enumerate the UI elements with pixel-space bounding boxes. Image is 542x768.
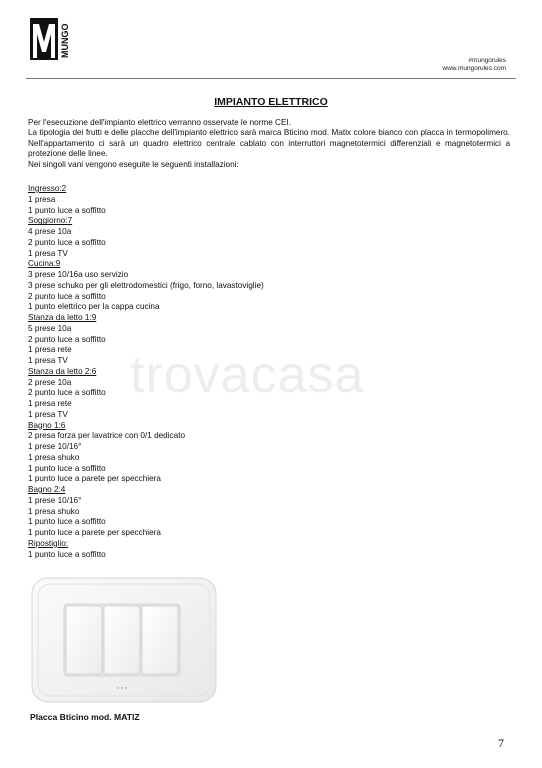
room-item: 1 punto luce a parete per specchiera bbox=[28, 528, 161, 537]
room-item: 1 presa bbox=[28, 194, 56, 204]
room-item: 1 punto luce a parete per specchiera bbox=[28, 474, 161, 484]
room-title: Bagno 1:6 bbox=[28, 420, 66, 430]
room-item: 2 prese 10a bbox=[28, 377, 72, 387]
room-item: 1 presa rete bbox=[28, 399, 72, 408]
room-item: 1 presa TV bbox=[28, 248, 68, 258]
room-item: 1 presa rete bbox=[28, 345, 72, 355]
room-item: 1 presa shuko bbox=[28, 506, 80, 516]
trovacasa-watermark: trovacasa bbox=[130, 346, 365, 404]
room-item: 4 prese 10a bbox=[28, 227, 72, 236]
room-item: 3 prese schuko per gli elettrodomestici (frigo, forno, lavastoviglie) bbox=[28, 280, 264, 290]
header-website[interactable]: www.mungorules.com bbox=[442, 65, 506, 72]
photo-caption: Placca Bticino mod. MATIZ bbox=[30, 712, 140, 722]
room-section bbox=[28, 421, 264, 486]
room-item: 1 presa TV bbox=[28, 356, 68, 365]
header-contact bbox=[442, 57, 506, 73]
header-handle: #mungorules bbox=[468, 57, 506, 64]
room-section bbox=[28, 367, 264, 421]
room-item: 2 punto luce a soffitto bbox=[28, 291, 106, 301]
mungo-logo bbox=[30, 18, 70, 60]
room-item: 1 punto elettrico per la cappa cucina bbox=[28, 302, 160, 312]
intro-line-vani: Nei singoli vani vengono eseguite le seguenti installazioni: bbox=[28, 159, 239, 169]
document-title: IMPIANTO ELETTRICO bbox=[214, 96, 328, 108]
room-section bbox=[28, 539, 264, 561]
room-title: Stanza da letto 1:9 bbox=[28, 313, 97, 322]
page-number: 7 bbox=[498, 736, 504, 750]
room-item: 5 prese 10a bbox=[28, 323, 72, 333]
room-item: 1 punto luce a soffitto bbox=[28, 517, 106, 527]
room-section bbox=[28, 259, 264, 313]
room-title: Stanza da letto 2:6 bbox=[28, 366, 97, 376]
intro-line-cei: Per l'esecuzione dell'impianto elettrico verranno osservate le norme CEI. bbox=[28, 118, 291, 127]
logo-text: MUNGO bbox=[60, 23, 70, 58]
room-item: 1 prese 10/16° bbox=[28, 442, 82, 451]
room-item: 1 punto luce a soffitto bbox=[28, 463, 106, 473]
room-title: Ingresso:2 bbox=[28, 184, 67, 193]
room-title: Bagno 2:4 bbox=[28, 485, 66, 494]
room-title: Cucina:9 bbox=[28, 259, 61, 269]
room-title: Ripostiglio: bbox=[28, 538, 69, 548]
room-installations-list bbox=[28, 184, 264, 560]
intro-text bbox=[28, 118, 510, 170]
switch-plate-photo bbox=[28, 576, 220, 706]
room-item: 2 punto luce a soffitto bbox=[28, 334, 106, 344]
room-item: 2 punto luce a soffitto bbox=[28, 388, 106, 398]
room-item: 1 presa shuko bbox=[28, 452, 80, 462]
intro-paragraph-bticino: La tipologia dei frutti e delle placche dell'impianto elettrico sarà marca Bticino mod. Matix colore bianco con placca in termopolimero. Nell'appartamento ci sarà un quadro elettrico centrale cablato con interruttori magnetotermici differenziali e magnetotermici a protezione delle linee. bbox=[28, 128, 510, 159]
room-item: 2 punto luce a soffitto bbox=[28, 237, 106, 247]
room-item: 1 presa TV bbox=[28, 409, 68, 419]
room-section bbox=[28, 184, 264, 216]
room-item: 1 punto luce a soffitto bbox=[28, 205, 106, 215]
room-item: 1 prese 10/16° bbox=[28, 495, 82, 505]
room-item: 2 presa forza per lavatrice con 0/1 dedicato bbox=[28, 431, 186, 441]
room-section bbox=[28, 313, 264, 367]
room-title: Soggiorno:7 bbox=[28, 216, 73, 226]
room-section bbox=[28, 216, 264, 259]
room-item: 3 prese 10/16a uso servizio bbox=[28, 270, 129, 279]
room-section bbox=[28, 485, 264, 539]
header-divider bbox=[26, 78, 516, 79]
room-item: 1 punto luce a soffitto bbox=[28, 549, 106, 559]
